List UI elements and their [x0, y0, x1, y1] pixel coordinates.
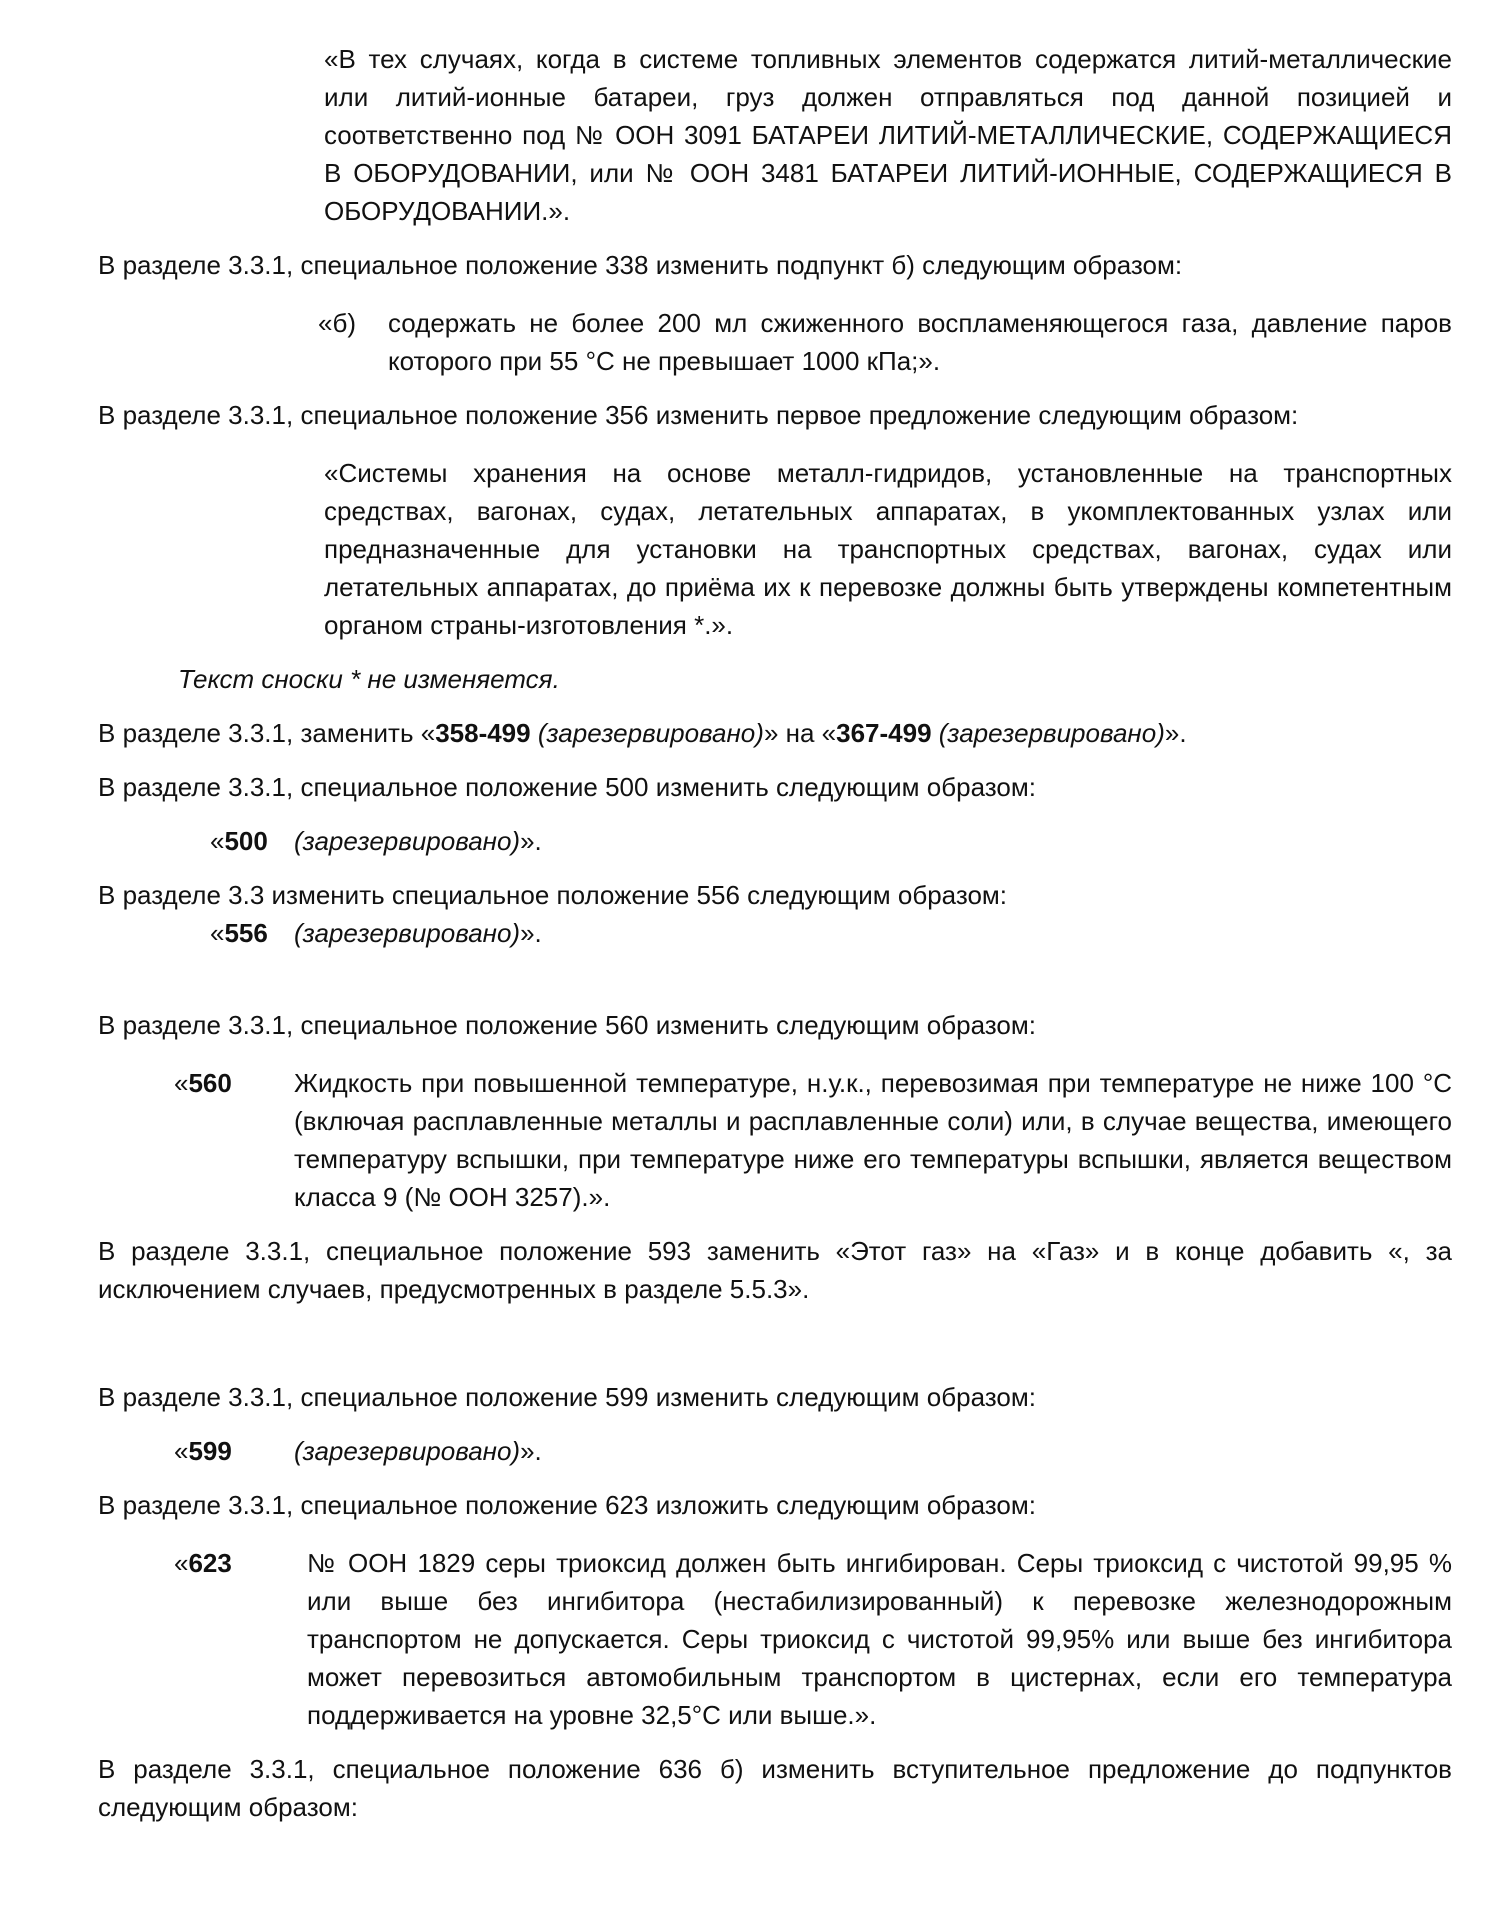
paragraph-sp560: В разделе 3.3.1, специальное положение 560 изменить следующим образом:	[98, 1010, 1036, 1040]
provision-number: «500	[210, 826, 268, 856]
provision-623	[174, 1544, 1452, 1734]
footnote-note: Текст сноски * не изменяется.	[178, 664, 560, 694]
provision-text: № ООН 1829 серы триоксид должен быть ингибирован. Серы триоксид с чистотой 99,95 % или выше без ингибитора (нестабилизированный) к перевозке железнодорожным транспортом не допускается. Серы триоксид с чистотой 99,95% или выше без ингибитора может перевозиться автомобильным транспортом в цистернах, если его температура поддерживается на уровне 32,5°С или выше.».	[307, 1548, 1452, 1730]
provision-number: «556	[210, 918, 268, 948]
provision-text: (зарезервировано)».	[294, 826, 542, 856]
subitem-338b	[318, 304, 1452, 380]
provision-number: «623	[174, 1548, 232, 1578]
paragraph-sp599: В разделе 3.3.1, специальное положение 599 изменить следующим образом:	[98, 1382, 1036, 1412]
subitem-text: содержать не более 200 мл сжиженного воспламеняющегося газа, давление паров которого при 55 °С не превышает 1000 кПа;».	[388, 308, 1452, 376]
paragraph-sp556: В разделе 3.3 изменить специальное положение 556 следующим образом:	[98, 880, 1008, 910]
quote-metal-hydride: «Системы хранения на основе металл-гидридов, установленные на транспортных средствах, вагонах, судах, летательных аппаратах, в укомплектованных узлах или предназначенные для установки на транспортных средствах, вагонах, судах или летательных аппаратах, до приёма их к перевозке должны быть утверждены компетентным органом страны-изготовления *.».	[324, 458, 1452, 640]
provision-556	[210, 914, 1452, 952]
paragraph-sp356: В разделе 3.3.1, специальное положение 356 изменить первое предложение следующим образом:	[98, 400, 1299, 430]
provision-number: «560	[174, 1068, 232, 1098]
paragraph-sp500: В разделе 3.3.1, специальное положение 500 изменить следующим образом:	[98, 772, 1036, 802]
provision-text: (зарезервировано)».	[294, 1436, 542, 1466]
provision-599	[174, 1432, 1452, 1470]
paragraph-sp593: В разделе 3.3.1, специальное положение 593 заменить «Этот газ» на «Газ» и в конце добавить «, за исключением случаев, предусмотренных в разделе 5.5.3».	[98, 1236, 1452, 1304]
provision-500	[210, 822, 1452, 860]
provision-text: (зарезервировано)».	[294, 918, 542, 948]
provision-text: Жидкость при повышенной температуре, н.у.к., перевозимая при температуре не ниже 100 °С (включая расплавленные металлы и расплавленные соли) или, в случае вещества, имеющего температуру вспышки, при температуре ниже его температуры вспышки, является веществом класса 9 (№ ООН 3257).».	[294, 1068, 1452, 1212]
paragraph-sp358: В разделе 3.3.1, заменить «358-499 (зарезервировано)» на «367-499 (зарезервировано)».	[98, 718, 1187, 748]
paragraph-sp338: В разделе 3.3.1, специальное положение 338 изменить подпункт б) следующим образом:	[98, 250, 1183, 280]
provision-number: «599	[174, 1436, 232, 1466]
paragraph-sp636: В разделе 3.3.1, специальное положение 636 б) изменить вступительное предложение до подпунктов следующим образом:	[98, 1754, 1452, 1822]
document-page	[98, 40, 1452, 1826]
paragraph-sp623: В разделе 3.3.1, специальное положение 623 изложить следующим образом:	[98, 1490, 1036, 1520]
provision-560	[174, 1064, 1452, 1216]
quote-fuel-cell-batteries: «В тех случаях, когда в системе топливных элементов содержатся литий-металлические или литий-ионные батареи, груз должен отправляться под данной позицией и соответственно под № ООН 3091 БАТАРЕИ ЛИТИЙ-МЕТАЛЛИЧЕСКИЕ, СОДЕРЖАЩИЕСЯ В ОБОРУДОВАНИИ, или № ООН 3481 БАТАРЕИ ЛИТИЙ-ИОННЫЕ, СОДЕРЖАЩИЕСЯ В ОБОРУДОВАНИИ.».	[324, 44, 1452, 226]
subitem-label: «б)	[318, 308, 357, 338]
